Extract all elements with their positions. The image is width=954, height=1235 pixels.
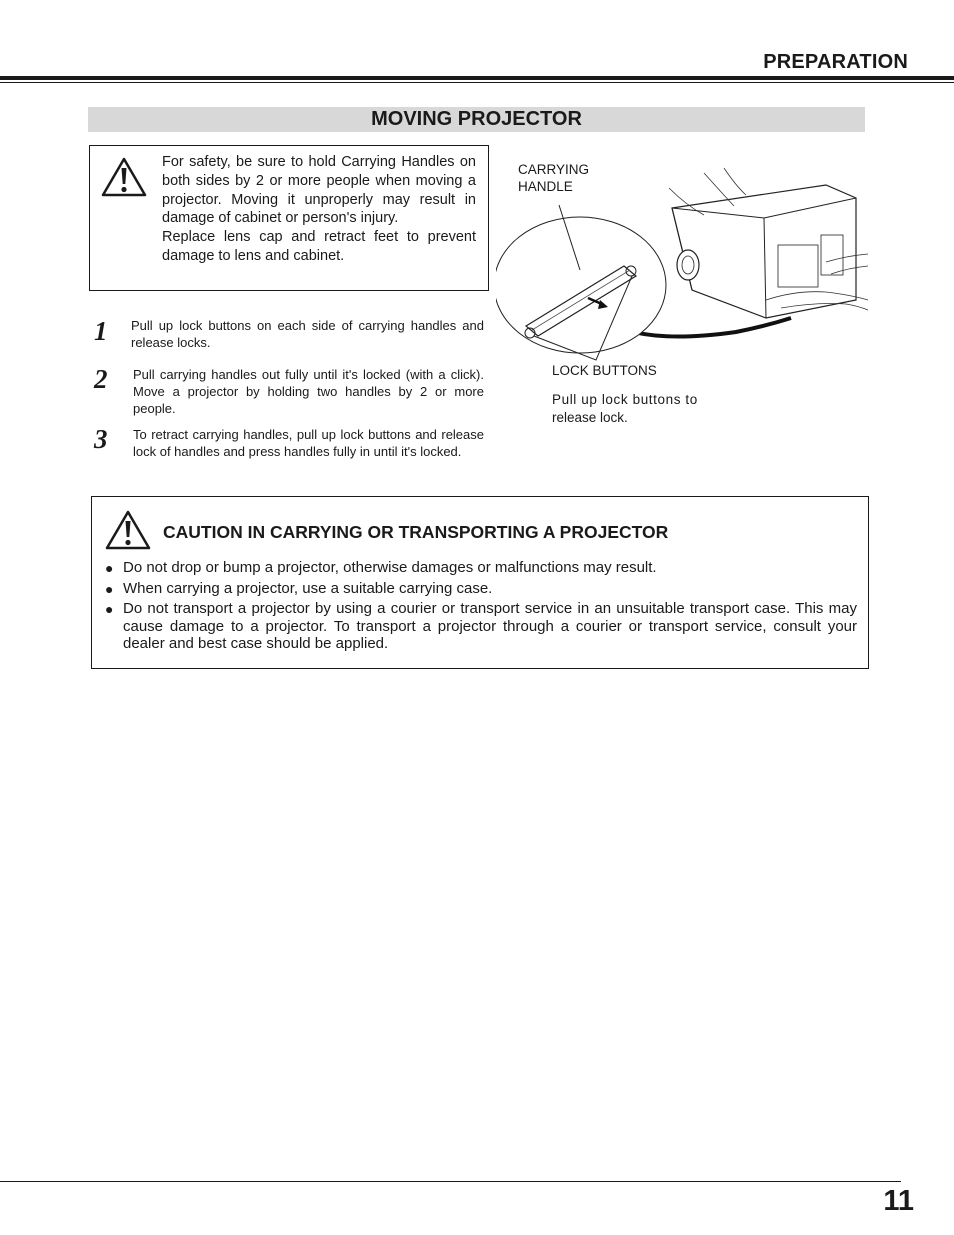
- warning-text: [162, 153, 476, 266]
- warning-paragraph: Replace lens cap and retract feet to prevent damage to lens and cabinet.: [162, 229, 476, 264]
- caution-item: [105, 600, 857, 653]
- step-text: Pull up lock buttons on each side of carrying handles and release locks.: [131, 318, 484, 350]
- lock-buttons-label: LOCK BUTTONS: [552, 363, 657, 378]
- caution-list: [105, 559, 857, 656]
- step-text: To retract carrying handles, pull up lock buttons and release lock of handles and press handles fully in until it's locked.: [133, 427, 484, 459]
- header-rule: [0, 76, 954, 80]
- caution-box: [91, 496, 869, 669]
- carrying-handle-label: [518, 161, 589, 195]
- caution-item-text: Do not drop or bump a projector, otherwise damages or malfunctions may result.: [123, 559, 657, 576]
- figure-caption-line: Pull up lock buttons to: [552, 392, 698, 407]
- page-number: 11: [883, 1185, 914, 1217]
- caution-item: [105, 580, 857, 598]
- caution-heading: CAUTION IN CARRYING OR TRANSPORTING A PROJECTOR: [163, 522, 669, 542]
- figure-caption-line: release lock.: [552, 410, 628, 425]
- caution-item: [105, 559, 857, 577]
- section-label: PREPARATION: [763, 51, 908, 73]
- bullet-icon: ●: [105, 560, 114, 576]
- footer-rule: [0, 1181, 901, 1182]
- bullet-icon: ●: [105, 601, 114, 617]
- page-title-bar: [88, 107, 865, 132]
- step-number: 2: [94, 364, 108, 394]
- warning-triangle-icon: [101, 156, 147, 198]
- carrying-handle-label-line: HANDLE: [518, 179, 573, 194]
- page-title: MOVING PROJECTOR: [371, 108, 582, 130]
- step-text: Pull carrying handles out fully until it's locked (with a click). Move a projector by holding two handles by 2 or more people.: [133, 367, 484, 416]
- caution-item-text: Do not transport a projector by using a courier or transport service in an unsuitable transport case. This may cause damage to a projector. To transport a projector through a courier or transport service, consult your dealer and best case should be applied.: [123, 600, 857, 652]
- bullet-icon: ●: [105, 580, 114, 597]
- step-number: 3: [94, 424, 108, 454]
- warning-paragraph: For safety, be sure to hold Carrying Handles on both sides by 2 or more people when moving a projector. Moving it unproperly may result in damage of cabinet or person's injury.: [162, 154, 476, 227]
- warning-triangle-icon: [105, 509, 151, 551]
- carrying-handle-label-line: CARRYING: [518, 162, 590, 177]
- carrying-handle-illustration: [496, 150, 871, 378]
- figure-caption: [552, 391, 698, 427]
- step-number: 1: [94, 316, 108, 346]
- header-rule-thin: [0, 82, 954, 83]
- caution-item-text: When carrying a projector, use a suitable carrying case.: [123, 579, 493, 597]
- safety-warning-box: [89, 145, 489, 291]
